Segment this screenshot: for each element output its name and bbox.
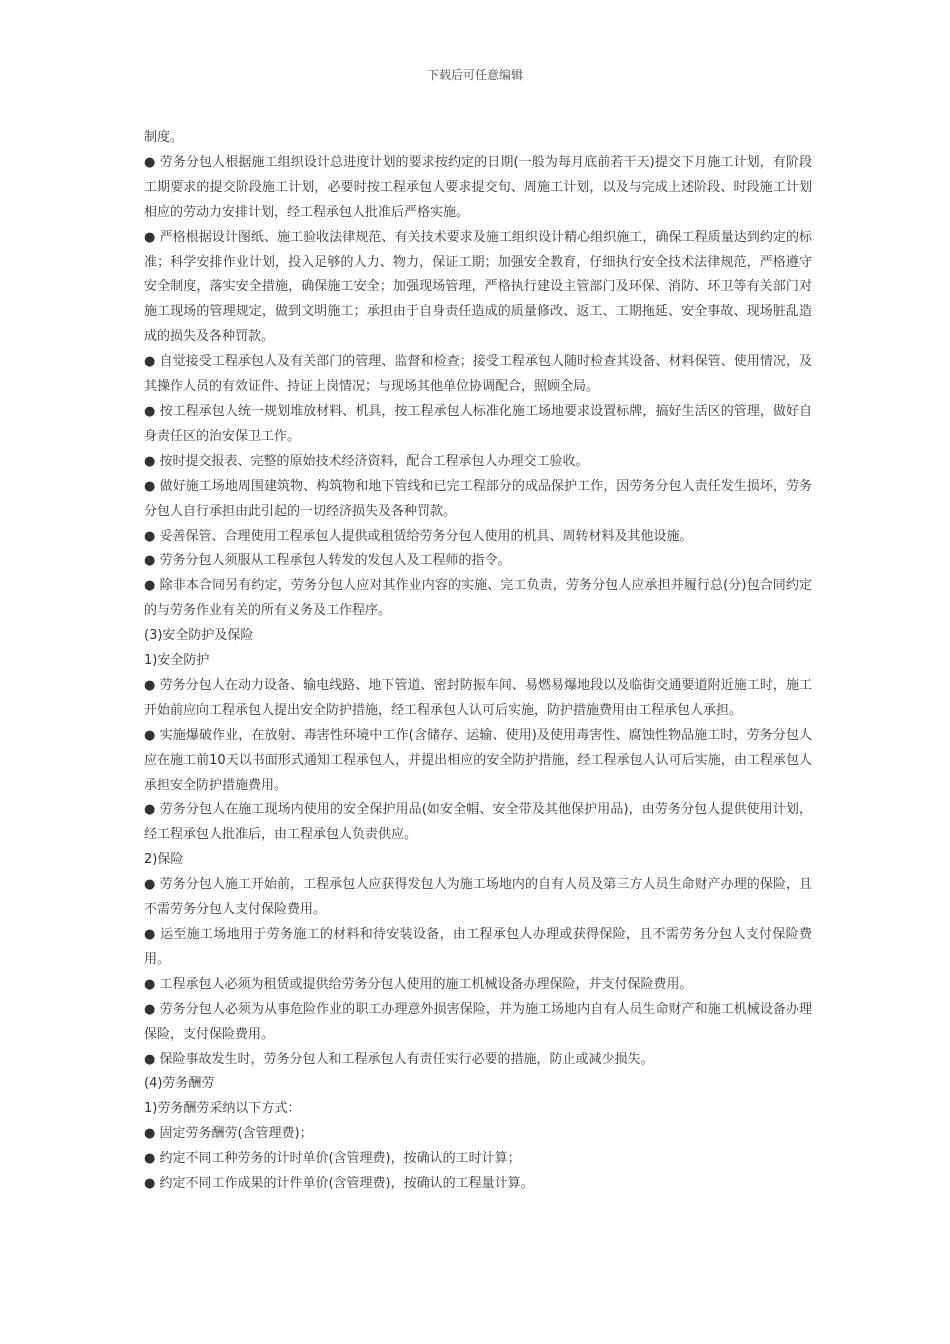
paragraph-hourly-rate: ● 约定不同工种劳务的计时单价(含管理费)，按确认的工时计算；: [144, 1151, 521, 1167]
paragraph-protective-gear: ● 劳务分包人在施工现场内使用的安全保护用品(如安全帽、安全带及其他保护用品)，由劳务分包人提供使用计划，经工程承包人批准后，由工程承包人负责供应。: [144, 802, 812, 843]
paragraph-insurance-machinery: ● 工程承包人必须为租赁或提供给劳务分包人使用的施工机械设备办理保险，并支付保险费用。: [144, 976, 693, 992]
section-heading-safety-insurance: (3)安全防护及保险: [144, 628, 254, 644]
paragraph-insurance-loss: ● 保险事故发生时，劳务分包人和工程承包人有责任实行必要的措施，防止或减少损失。: [144, 1051, 654, 1067]
section-heading-remuneration: (4)劳务酬劳: [144, 1076, 215, 1092]
subsection-heading-remuneration-methods: 1)劳务酬劳采纳以下方式：: [144, 1101, 301, 1117]
subsection-heading-safety-protection: 1)安全防护: [144, 653, 210, 669]
paragraph-blasting: ● 实施爆破作业，在放射、毒害性环境中工作(含储存、运输、使用)及使用毒害性、腐蚀性物品施工时，劳务分包人应在施工前10天以书面形式通知工程承包人，并提出相应的安全防护措施，经工程承包人认可后实施，由工程承包人承担安全防护措施费用。: [144, 727, 812, 793]
paragraph-equipment-care: ● 妥善保管、合理使用工程承包人提供或租赁给劳务分包人使用的机具、周转材料及其他设施。: [144, 528, 693, 544]
paragraph-piece-rate: ● 约定不同工作成果的计件单价(含管理费)，按确认的工程量计算。: [144, 1176, 534, 1192]
paragraph-construction-plan: ● 劳务分包人根据施工组织设计总进度计划的要求按约定的日期(一般为每月底前若干天)提交下月施工计划，有阶段工期要求的提交阶段施工计划，必要时按工程承包人要求提交旬、周施工计划，以及与完成上述阶段、时段施工计划相应的劳动力安排计划，经工程承包人批准后严格实施。: [144, 154, 812, 220]
paragraph-supervision: ● 自觉接受工程承包人及有关部门的管理、监督和检查；接受工程承包人随时检查其设备、材料保管、使用情况，及其操作人员的有效证件、持证上岗情况；与现场其他单位协调配合，照顾全局。: [144, 354, 812, 395]
paragraph-fixed-fee: ● 固定劳务酬劳(含管理费)；: [144, 1126, 313, 1142]
paragraph-insurance-personnel: ● 劳务分包人施工开始前，工程承包人应获得发包人为施工场地内的自有人员及第三方人员生命财产办理的保险，且不需劳务分包人支付保险费用。: [144, 877, 812, 918]
paragraph-system-end: 制度。: [144, 130, 184, 145]
page-header: 下载后可任意编辑: [426, 68, 523, 82]
subsection-heading-insurance: 2)保险: [144, 852, 184, 868]
paragraph-product-protection: ● 做好施工场地周围建筑物、构筑物和地下管线和已完工程部分的成品保护工作，因劳务分包人责任发生损坏，劳务分包人自行承担由此引起的一切经济损失及各种罚款。: [144, 478, 812, 519]
paragraph-obligations: ● 除非本合同另有约定，劳务分包人应对其作业内容的实施、完工负责，劳务分包人应承担并履行总(分)包合同约定的与劳务作业有关的所有义务及工作程序。: [144, 578, 812, 619]
document-body: [144, 126, 812, 1197]
paragraph-insurance-materials: ● 运至施工场地用于劳务施工的材料和待安装设备，由工程承包人办理或获得保险，且不需劳务分包人支付保险费用。: [144, 927, 812, 967]
paragraph-quality-safety: ● 严格根据设计图纸、施工验收法律规范、有关技术要求及施工组织设计精心组织施工，确保工程质量达到约定的标准；科学安排作业计划，投入足够的人力、物力，保证工期；加强安全教育，仔细执行安全技术法律规范，严格遵守安全制度，落实安全措施，确保施工安全；加强现场管理，严格执行建设主管部门及环保、消防、环卫等有关部门对施工现场的管理规定，做到文明施工；承担由于自身责任造成的质量修改、返工、工期拖延、安全事故、现场脏乱造成的损失及各种罚款。: [144, 229, 812, 345]
paragraph-insurance-accident: ● 劳务分包人必须为从事危险作业的职工办理意外损害保险，并为施工场地内自有人员生命财产和施工机械设备办理保险，支付保险费用。: [144, 1001, 812, 1042]
paragraph-instructions: ● 劳务分包人须服从工程承包人转发的发包人及工程师的指令。: [144, 553, 511, 569]
paragraph-hazard-areas: ● 劳务分包人在动力设备、输电线路、地下管道、密封防振车间、易燃易爆地段以及临街交通要道附近施工时，施工开始前应向工程承包人提出安全防护措施，经工程承包人认可后实施，防护措施费用由工程承包人承担。: [144, 677, 812, 718]
paragraph-site-layout: ● 按工程承包人统一规划堆放材料、机具，按工程承包人标准化施工场地要求设置标牌，搞好生活区的管理，做好自身责任区的治安保卫工作。: [144, 403, 812, 444]
paragraph-reports: ● 按时提交报表、完整的原始技术经济资料，配合工程承包人办理交工验收。: [144, 453, 589, 469]
